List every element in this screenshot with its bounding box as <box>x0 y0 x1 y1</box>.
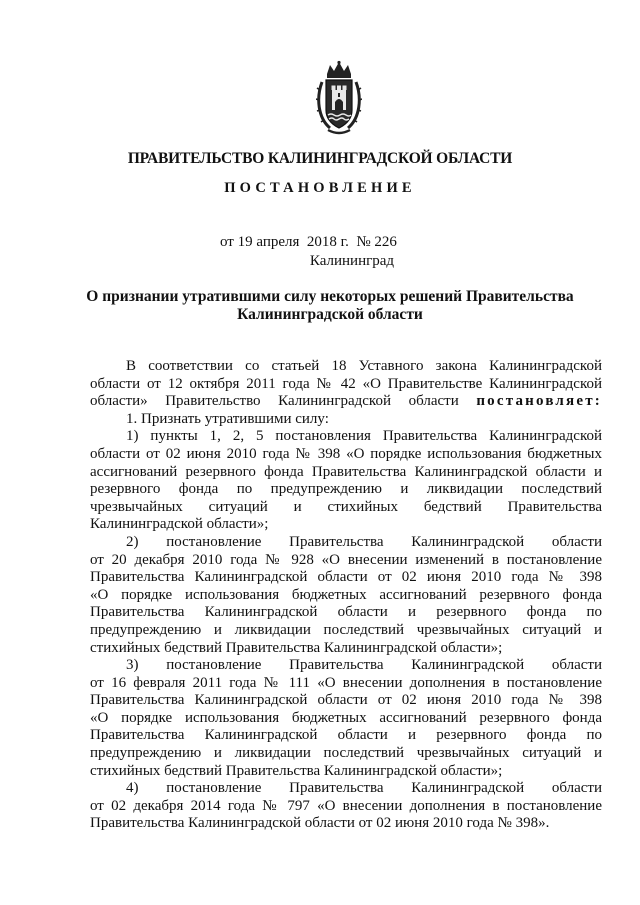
list-item-line: «О порядке использования бюджетных ассигнований резервного фонда <box>90 709 602 726</box>
organization-title: ПРАВИТЕЛЬСТВО КАЛИНИНГРАДСКОЙ ОБЛАСТИ <box>127 150 513 167</box>
list-item-line: 4) постановление Правительства Калининградской области <box>126 780 602 797</box>
decision-keyword: постановляет: <box>476 393 602 410</box>
list-item-line: от 20 декабря 2010 года № 928 «О внесении изменений в постановление <box>90 551 602 568</box>
list-item-line: «О порядке использования бюджетных ассигнований резервного фонда <box>90 586 602 603</box>
list-item-line: 2) постановление Правительства Калининградской области <box>126 533 602 550</box>
list-item-line: резервного фонда по предупреждению и ликвидации последствий <box>90 481 602 498</box>
list-item-line: области от 02 июня 2010 года № 398 «О порядке использования бюджетных <box>90 445 602 462</box>
body-line: области от 12 октября 2011 года № 42 «О Правительстве Калининградской <box>90 375 602 392</box>
list-item-line: 3) постановление Правительства Калининградской области <box>126 657 602 674</box>
list-item-line: стихийных бедствий Правительства Калининградской области»; <box>90 762 503 779</box>
list-item-line: Правительства Калининградской области от 02 июня 2010 года № 398 <box>90 569 602 586</box>
body-line: В соответствии со статьей 18 Уставного закона Калининградской <box>126 358 602 374</box>
subject-line: О признании утратившими силу некоторых решений Правительства <box>86 288 574 305</box>
coat-of-arms-icon <box>316 60 362 136</box>
list-item-line: 1) пункты 1, 2, 5 постановления Правительства Калининградской <box>126 428 602 445</box>
list-item-line: Правительства Калининградской области от 02 июня 2010 года № 398 <box>90 692 602 709</box>
body-text-fragment: области» Правительство Калининградской области <box>90 393 459 410</box>
document-city: Калининград <box>309 253 395 269</box>
list-item-line: Калининградской области»; <box>90 516 269 533</box>
body-line: 1. Признать утратившими силу: <box>126 410 329 427</box>
document-body <box>90 358 602 833</box>
document-subject <box>60 288 600 324</box>
list-item-line: ассигнований резервного фонда Правительства Калининградской области и <box>90 463 602 480</box>
list-item-line: от 02 декабря 2014 года № 797 «О внесении дополнения в постановление <box>90 797 602 814</box>
subject-line: Калининградской области <box>237 306 423 323</box>
list-item-line: чрезвычайных ситуаций и стихийных бедствий Правительства <box>90 498 602 515</box>
list-item-line: стихийных бедствий Правительства Калининградской области»; <box>90 639 503 656</box>
list-item-line: Правительства Калининградской области и резервного фонда по <box>90 604 602 621</box>
list-item-line: Правительства Калининградской области и резервного фонда по <box>90 727 602 744</box>
list-item-line: предупреждению и ликвидации последствий чрезвычайных ситуаций и <box>90 745 602 762</box>
document-type-title: ПОСТАНОВЛЕНИЕ <box>224 180 416 196</box>
list-item-line: предупреждению и ликвидации последствий чрезвычайных ситуаций и <box>90 621 602 638</box>
list-item-line: Правительства Калининградской области от 02 июня 2010 года № 398». <box>90 815 550 832</box>
body-line <box>90 393 602 411</box>
document-date-number: от 19 апреля 2018 г. № 226 <box>220 234 397 250</box>
list-item-line: от 16 февраля 2011 года № 111 «О внесении дополнения в постановление <box>90 674 602 691</box>
